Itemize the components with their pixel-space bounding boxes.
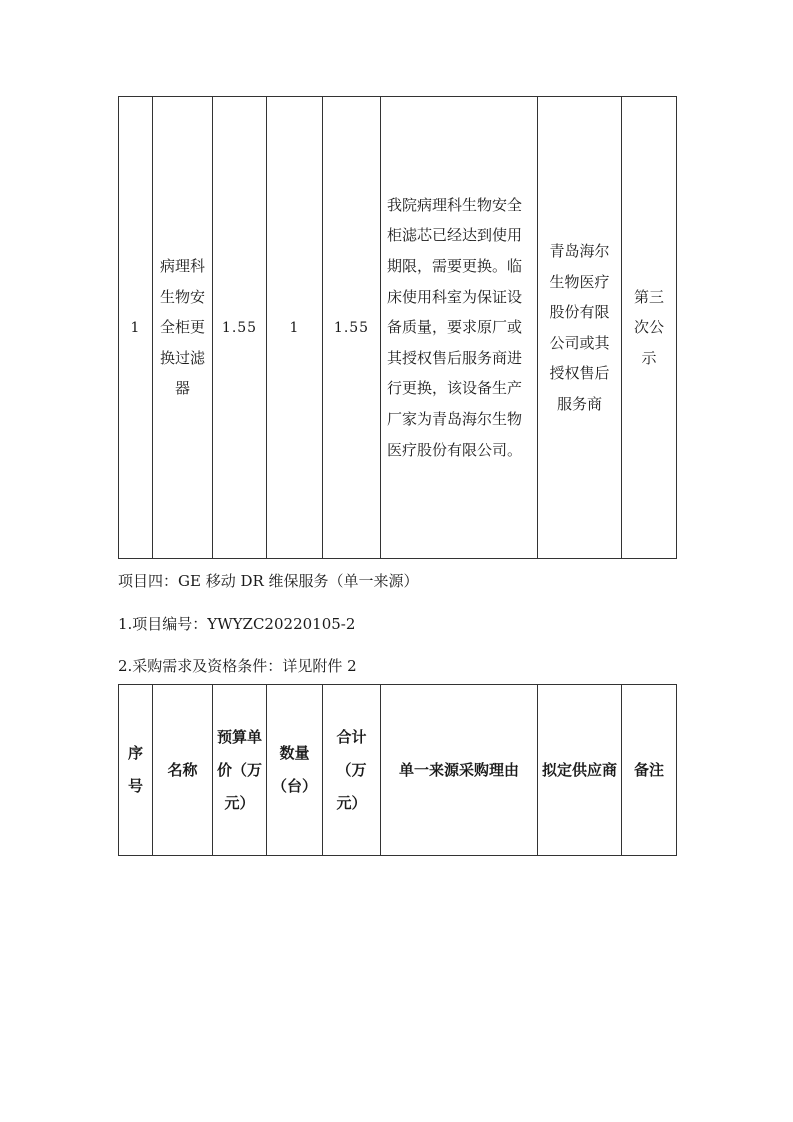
procurement-table-2 — [118, 684, 677, 856]
header-remark: 备注 — [622, 685, 677, 856]
section-title: 项目四：GE 移动 DR 维保服务（单一来源） — [118, 572, 419, 590]
header-name: 名称 — [153, 685, 213, 856]
total-price: 1.55 — [323, 97, 381, 559]
header-unit-price: 预算单价（万元） — [213, 685, 267, 856]
project-number: 1.项目编号：YWYZC20220105-2 — [118, 615, 356, 633]
sole-source-reason: 我院病理科生物安全柜滤芯已经达到使用期限，需要更换。临床使用科室为保证设备质量，要求原厂或其授权售后服务商进行更换，该设备生产厂家为青岛海尔生物医疗股份有限公司。 — [381, 97, 538, 559]
quantity: 1 — [267, 97, 323, 559]
remark: 第三次公示 — [622, 97, 677, 559]
header-supplier: 拟定供应商 — [538, 685, 622, 856]
table-row — [119, 97, 677, 559]
table-header-row — [119, 685, 677, 856]
header-reason: 单一来源采购理由 — [381, 685, 538, 856]
requirements-text: 2.采购需求及资格条件：详见附件 2 — [118, 657, 357, 675]
procurement-table-1 — [118, 96, 677, 559]
proposed-supplier: 青岛海尔生物医疗股份有限公司或其授权售后服务商 — [538, 97, 622, 559]
header-total: 合计（万元） — [323, 685, 381, 856]
unit-price: 1.55 — [213, 97, 267, 559]
item-name: 病理科生物安全柜更换过滤器 — [153, 97, 213, 559]
row-index: 1 — [119, 97, 153, 559]
header-index: 序号 — [119, 685, 153, 856]
header-quantity: 数量（台） — [267, 685, 323, 856]
